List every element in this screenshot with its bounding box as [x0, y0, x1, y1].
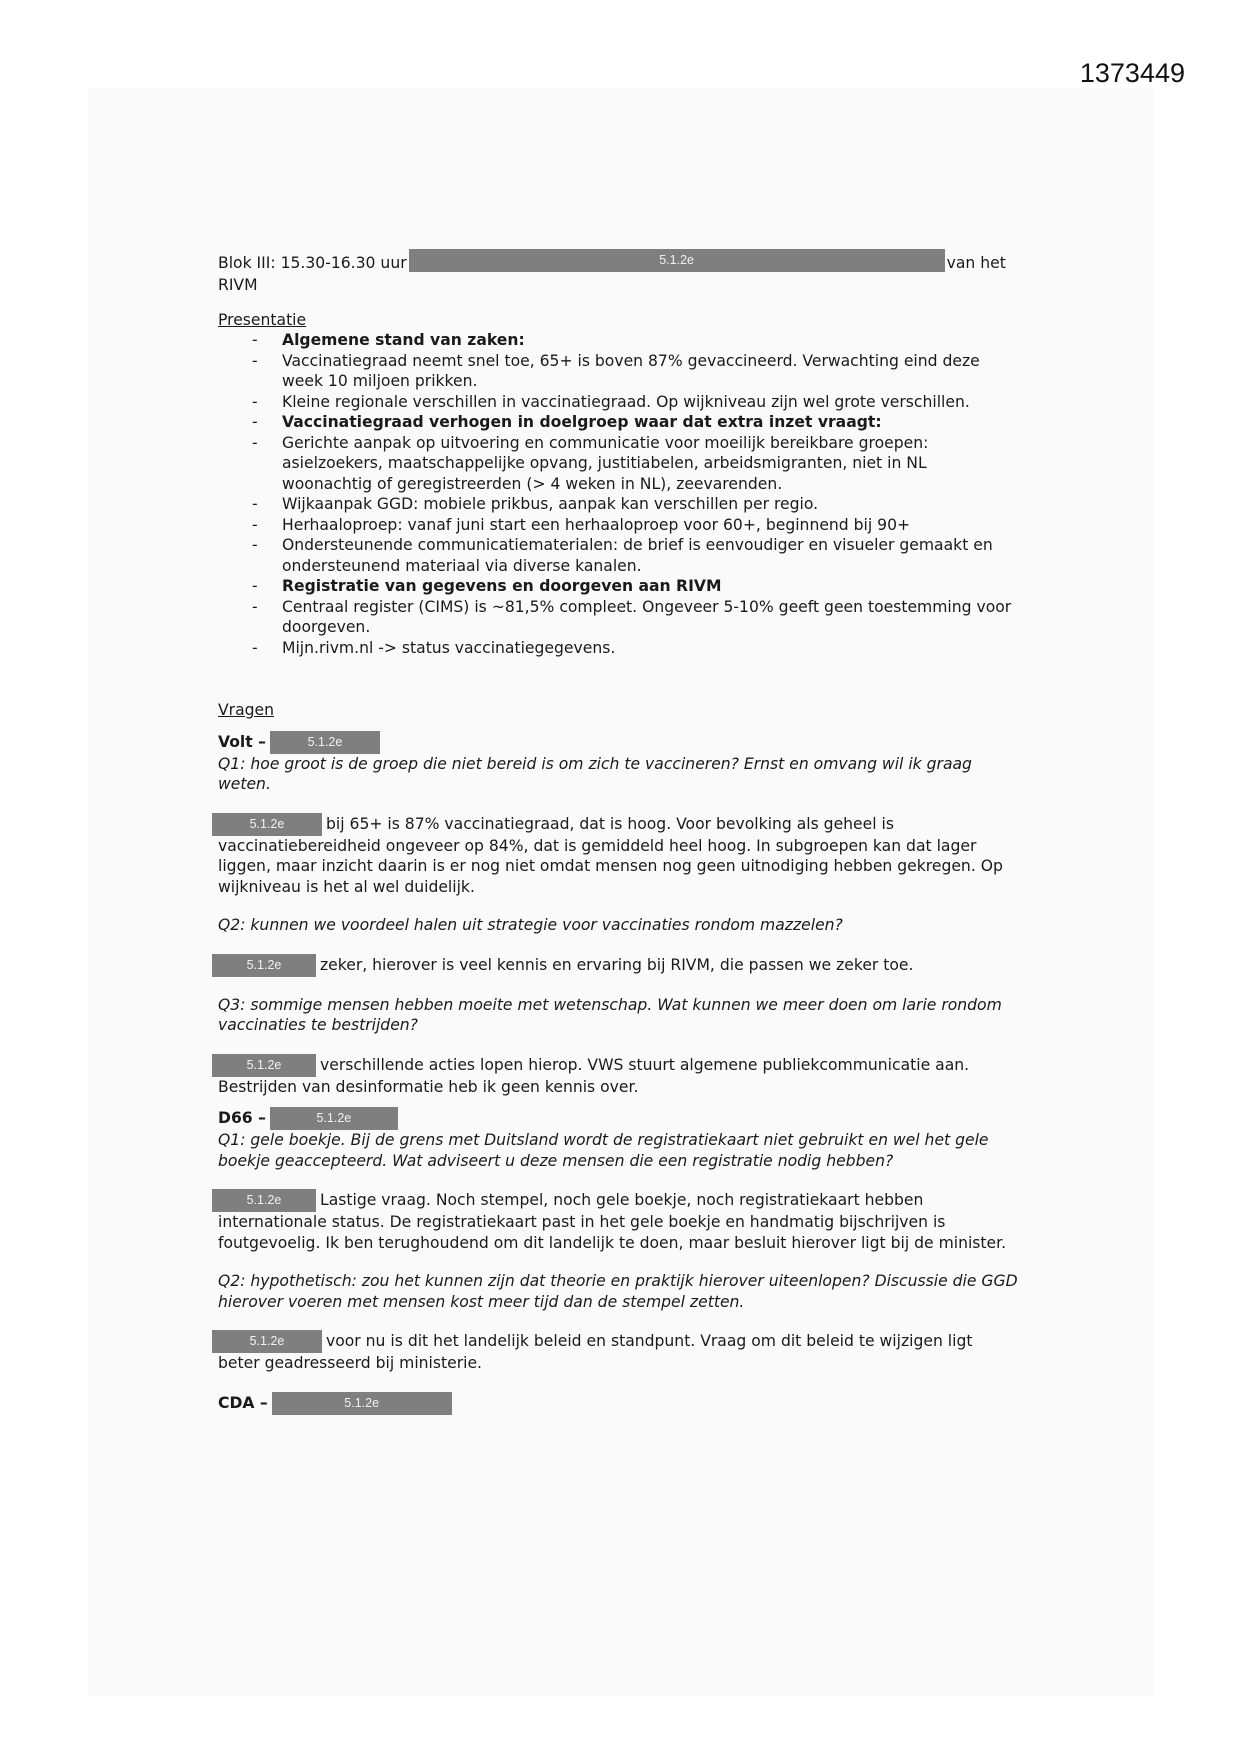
redaction-box: 5.1.2e	[409, 249, 945, 272]
party-d66: D66 – 5.1.2e	[218, 1107, 1018, 1130]
answer: 5.1.2e Lastige vraag. Noch stempel, noch gele boekje, noch registratiekaart hebben internationale status. De registratiekaart past in het gele boekje en handmatig bijschrijven is foutgevoelig. Ik ben terughoudend om dit landelijk te doen, maar besluit hierover ligt bij de minister.	[218, 1189, 1018, 1253]
party-volt: Volt – 5.1.2e	[218, 731, 1018, 754]
list-item: - Algemene stand van zaken:	[252, 331, 525, 349]
block-title	[218, 252, 1018, 296]
block-title-prefix: Blok III: 15.30-16.30 uur	[218, 254, 407, 272]
redaction-box: 5.1.2e	[212, 954, 316, 977]
vragen-heading: Vragen	[218, 701, 275, 719]
list-item: - Vaccinatiegraad verhogen in doelgroep waar dat extra inzet vraagt:	[252, 413, 882, 431]
presentatie-heading: Presentatie	[218, 310, 307, 329]
answer: 5.1.2e bij 65+ is 87% vaccinatiegraad, dat is hoog. Voor bevolking als geheel is vaccinatiebereidheid ongeveer op 84%, dat is gemiddeld heel hoog. In subgroepen kan dat lager liggen, maar inzicht daarin is er nog niet omdat mensen nog geen uitnodiging hebben gekregen. Op wijkniveau is het al wel duidelijk.	[218, 813, 1018, 898]
answer: 5.1.2e verschillende acties lopen hierop. VWS stuurt algemene publiekcommunicatie aan. Bestrijden van desinformatie heb ik geen kennis over.	[218, 1054, 1018, 1098]
list-item: - Ondersteunende communicatiematerialen: de brief is eenvoudiger en visueler gemaakt en ondersteunend materiaal via diverse kanalen.	[252, 536, 993, 575]
presentatie-section	[218, 310, 1018, 659]
answer: 5.1.2e voor nu is dit het landelijk beleid en standpunt. Vraag om dit beleid te wijzigen ligt beter geadresseerd bij ministerie.	[218, 1330, 1018, 1374]
list-item: - Mijn.rivm.nl -> status vaccinatiegegevens.	[252, 638, 616, 657]
redaction-box: 5.1.2e	[212, 1330, 322, 1353]
presentatie-list	[218, 330, 1018, 658]
block-title-suffix: van het RIVM	[218, 254, 1006, 294]
question: Q2: hypothetisch: zou het kunnen zijn dat theorie en praktijk hierover uiteenlopen? Discussie die GGD hierover voeren met mensen kost meer tijd dan de stempel zetten.	[218, 1272, 1018, 1311]
question: Q1: hoe groot is de groep die niet bereid is om zich te vaccineren? Ernst en omvang wil ik graag weten.	[218, 754, 972, 793]
redaction-box: 5.1.2e	[272, 1392, 452, 1415]
vragen-section	[218, 700, 1018, 1415]
redaction-box: 5.1.2e	[212, 1189, 316, 1212]
question: Q2: kunnen we voordeel halen uit strategie voor vaccinaties rondom mazzelen?	[218, 916, 843, 934]
redaction-box: 5.1.2e	[212, 1054, 316, 1077]
redaction-box: 5.1.2e	[270, 731, 380, 754]
question: Q1: gele boekje. Bij de grens met Duitsland wordt de registratiekaart niet gebruikt en wel het gele boekje geaccepteerd. Wat adviseert u deze mensen die een registratie nodig hebben?	[218, 1131, 989, 1170]
list-item: - Vaccinatiegraad neemt snel toe, 65+ is boven 87% gevaccineerd. Verwachting eind deze week 10 miljoen prikken.	[252, 351, 980, 390]
document-number: 1373449	[1079, 58, 1185, 88]
list-item: - Registratie van gegevens en doorgeven aan RIVM	[252, 577, 722, 595]
document-content	[218, 252, 1018, 1415]
redaction-box: 5.1.2e	[270, 1107, 398, 1130]
party-cda: CDA – 5.1.2e	[218, 1392, 1018, 1415]
redaction-box: 5.1.2e	[212, 813, 322, 836]
list-item: - Kleine regionale verschillen in vaccinatiegraad. Op wijkniveau zijn wel grote verschillen.	[252, 392, 970, 411]
list-item: - Herhaaloproep: vanaf juni start een herhaaloproep voor 60+, beginnend bij 90+	[252, 515, 911, 534]
question: Q3: sommige mensen hebben moeite met wetenschap. Wat kunnen we meer doen om larie rondom vaccinaties te bestrijden?	[218, 995, 1002, 1034]
list-item: - Centraal register (CIMS) is ~81,5% compleet. Ongeveer 5-10% geeft geen toestemming voor doorgeven.	[252, 597, 1012, 636]
list-item: - Wijkaanpak GGD: mobiele prikbus, aanpak kan verschillen per regio.	[252, 495, 819, 513]
list-item: - Gerichte aanpak op uitvoering en communicatie voor moeilijk bereikbare groepen: asielzoekers, maatschappelijke opvang, justitiabelen, arbeidsmigranten, niet in NL woonachtig of geregistreerden (> 4 weken in NL), zeevarenden.	[252, 433, 929, 493]
answer: 5.1.2e zeker, hierover is veel kennis en ervaring bij RIVM, die passen we zeker toe.	[218, 954, 1018, 977]
